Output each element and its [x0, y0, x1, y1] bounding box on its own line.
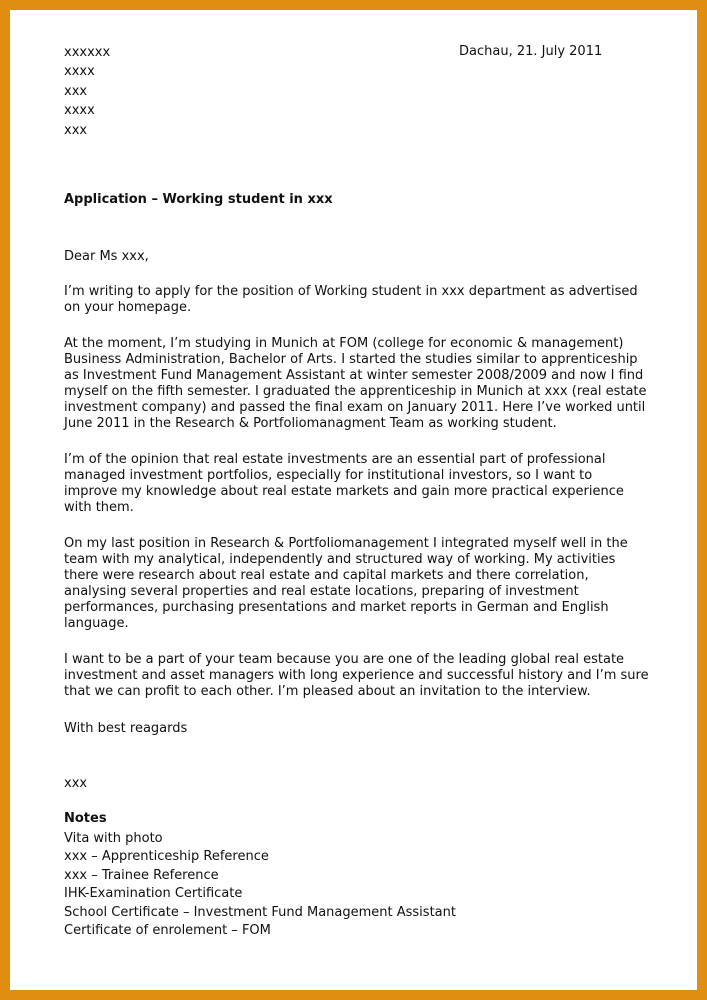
notes-heading: Notes: [64, 811, 107, 826]
letter-paragraph: [64, 652, 649, 700]
paragraph-line: Business Administration, Bachelor of Arts. I started the studies similar to apprenticeship: [64, 352, 638, 367]
notes-list: [64, 830, 456, 940]
letter-date: Dachau, 21. July 2011: [459, 44, 603, 59]
notes-item: Certificate of enrolement – FOM: [64, 923, 271, 939]
sender-line: xxxx: [64, 64, 95, 79]
paragraph-line: that we can profit to each other. I’m pleased about an invitation to the interview.: [64, 684, 591, 699]
paragraph-line: I’m of the opinion that real estate investments are an essential part of professional: [64, 452, 606, 467]
letter-closing: With best reagards: [64, 721, 188, 736]
notes-item: xxx – Trainee Reference: [64, 867, 219, 883]
sender-line: xxxx: [64, 103, 95, 118]
paragraph-line: on your homepage.: [64, 300, 192, 315]
letter-page: [10, 10, 697, 990]
letter-subject: Application – Working student in xxx: [64, 192, 333, 207]
letter-paragraph: [64, 536, 628, 632]
paragraph-line: On my last position in Research & Portfoliomanagement I integrated myself well in the: [64, 536, 628, 551]
notes-item: xxx – Apprenticeship Reference: [64, 849, 269, 865]
paragraph-line: team with my analytical, independently and structured way of working. My activities: [64, 552, 616, 567]
letter-paragraph: [64, 284, 638, 316]
paragraph-line: I’m writing to apply for the position of Working student in xxx department as advertised: [64, 284, 638, 299]
paragraph-line: performances, purchasing presentations and market reports in German and English: [64, 600, 609, 615]
paragraph-line: with them.: [64, 500, 134, 515]
sender-address: [64, 44, 110, 140]
paragraph-line: I want to be a part of your team because you are one of the leading global real estate: [64, 652, 625, 667]
letter-salutation: Dear Ms xxx,: [64, 249, 149, 264]
paragraph-line: investment company) and passed the final exam on January 2011. Here I’ve worked until: [64, 400, 646, 415]
paragraph-line: analysing several properties and real estate locations, preparing of investment: [64, 584, 579, 599]
sender-line: xxx: [64, 122, 88, 138]
notes-item: School Certificate – Investment Fund Management Assistant: [64, 904, 456, 920]
letter-paragraph: [64, 452, 624, 516]
notes-item: Vita with photo: [64, 831, 163, 846]
paragraph-line: improve my knowledge about real estate markets and gain more practical experience: [64, 484, 624, 499]
sender-line: xxx: [64, 83, 88, 99]
paragraph-line: language.: [64, 616, 129, 631]
notes-item: IHK-Examination Certificate: [64, 886, 243, 902]
paragraph-line: myself on the fifth semester. I graduated the apprenticeship in Munich at xxx (real estate: [64, 384, 647, 399]
paragraph-line: investment and asset managers with long experience and successful history and I’m sure: [64, 668, 649, 683]
letter-paragraph: [64, 336, 647, 432]
paragraph-line: At the moment, I’m studying in Munich at FOM (college for economic & management): [64, 336, 624, 351]
paragraph-line: managed investment portfolios, especially for institutional investors, so I want to: [64, 468, 593, 483]
sender-line: xxxxxx: [64, 45, 111, 60]
paragraph-line: there were research about real estate and capital markets and there correlation,: [64, 568, 589, 583]
letter-signature: xxx: [64, 776, 88, 791]
paragraph-line: June 2011 in the Research & Portfoliomanagment Team as working student.: [64, 416, 557, 431]
paragraph-line: as Investment Fund Management Assistant at winter semester 2008/2009 and now I find: [64, 368, 644, 383]
